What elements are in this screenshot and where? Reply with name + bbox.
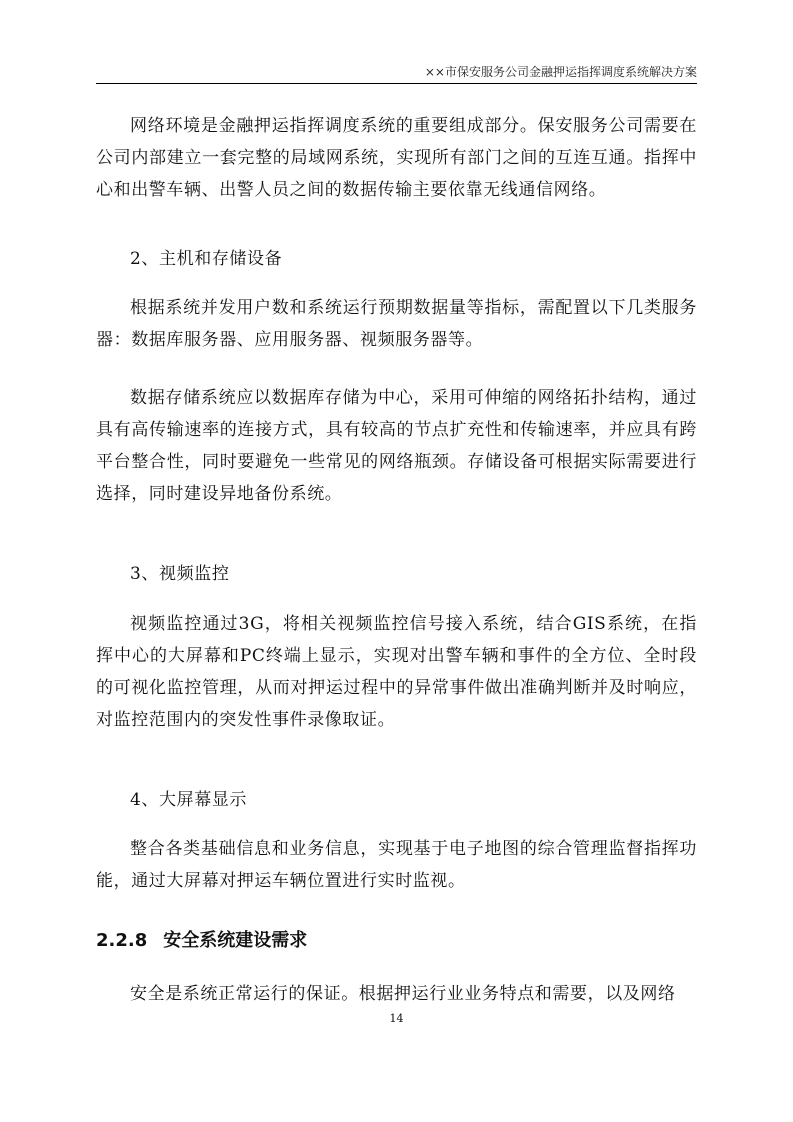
paragraph-security-intro: 安全是系统正常运行的保证。根据押运行业业务特点和需要，以及网络 <box>130 984 676 1004</box>
section-title: 安全系统建设需求 <box>163 930 308 951</box>
section-heading <box>96 926 697 956</box>
subheading-video-monitoring: 3、视频监控 <box>130 564 230 584</box>
section-number: 2.2.8 <box>96 930 148 951</box>
header-divider <box>96 83 697 84</box>
paragraph-server-config: 根据系统并发用户数和系统运行预期数据量等指标，需配置以下几类服务器：数据库服务器、应用服务器、视频服务器等。 <box>96 298 697 350</box>
subheading-large-screen: 4、大屏幕显示 <box>130 790 248 810</box>
paragraph-video-monitoring: 视频监控通过3G，将相关视频监控信号接入系统，结合GIS系统，在指挥中心的大屏幕和PC终端上显示，实现对出警车辆和事件的全方位、全时段的可视化监控管理，从而对押运过程中的异常事件做出准确判断并及时响应，对监控范围内的突发性事件录像取证。 <box>96 614 697 730</box>
paragraph-network-environment: 网络环境是金融押运指挥调度系统的重要组成部分。保安服务公司需要在公司内部建立一套完整的局域网系统，实现所有部门之间的互连互通。指挥中心和出警车辆、出警人员之间的数据传输主要依靠无线通信网络。 <box>96 116 697 200</box>
paragraph-large-screen: 整合各类基础信息和业务信息，实现基于电子地图的综合管理监督指挥功能，通过大屏幕对押运车辆位置进行实时监视。 <box>96 839 697 891</box>
page-number: 14 <box>389 1012 404 1025</box>
running-header: ××市保安服务公司金融押运指挥调度系统解决方案 <box>424 65 697 79</box>
subheading-host-storage: 2、主机和存储设备 <box>130 249 283 269</box>
paragraph-data-storage: 数据存储系统应以数据库存储为中心，采用可伸缩的网络拓扑结构，通过具有高传输速率的连接方式，具有较高的节点扩充性和传输速率，并应具有跨平台整合性，同时要避免一些常见的网络瓶颈。存储设备可根据实际需要进行选择，同时建设异地备份系统。 <box>96 388 697 504</box>
